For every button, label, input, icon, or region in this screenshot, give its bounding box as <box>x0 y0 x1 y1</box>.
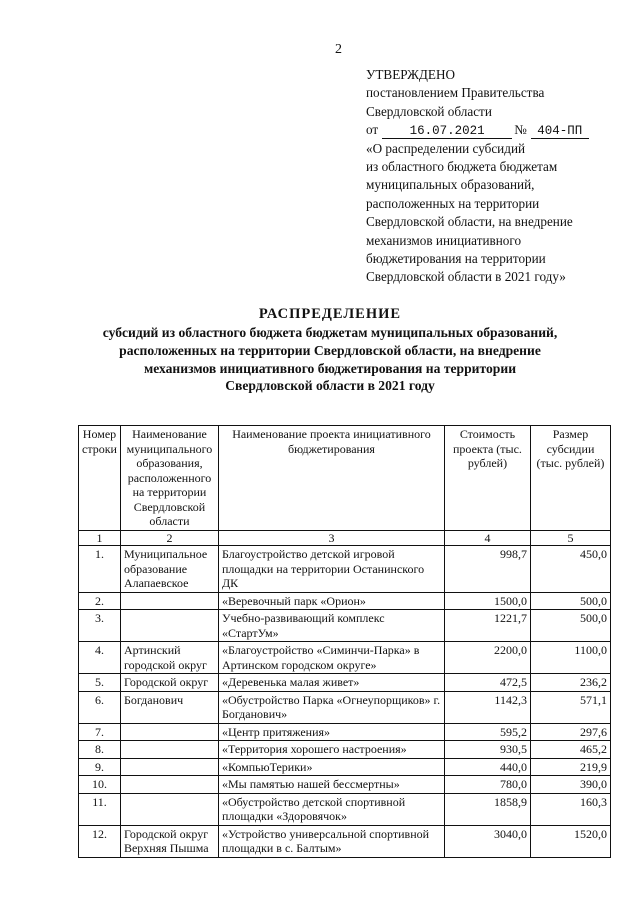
municipality-cell: Городской округ Верхняя Пышма <box>120 825 218 857</box>
subsidy-cell: 500,0 <box>530 610 610 642</box>
subject-line: Свердловской области в 2021 году» <box>366 269 566 285</box>
subject-line: Свердловской области, на внедрение <box>366 214 573 230</box>
approval-line: постановлением Правительства <box>366 85 545 101</box>
table-row <box>79 723 611 741</box>
cost-cell: 1500,0 <box>444 592 530 610</box>
project-cell: Благоустройство детской игровой площадки на территории Останинского ДК <box>218 546 444 593</box>
subsidy-cell: 390,0 <box>530 776 610 794</box>
municipality-cell: Муниципальное образование Алапаевское <box>120 546 218 593</box>
subject-line: из областного бюджета бюджетам <box>366 159 558 175</box>
subtitle-line: расположенных на территории Свердловской области, на внедрение <box>119 342 541 358</box>
header-subsidy: Размер субсидии (тыс. рублей) <box>530 426 610 531</box>
table-row <box>79 691 611 723</box>
subsidy-cell: 465,2 <box>530 741 610 759</box>
project-cell: Учебно-развивающий комплекс «СтартУм» <box>218 610 444 642</box>
column-number: 5 <box>530 530 610 546</box>
page-number: 2 <box>335 42 342 57</box>
municipality-cell <box>120 776 218 794</box>
municipality-cell <box>120 610 218 642</box>
subtitle-line: механизмов инициативного бюджетирования на территории <box>143 360 517 376</box>
row-number: 7. <box>79 723 121 741</box>
project-cell: «Территория хорошего настроения» <box>218 741 444 759</box>
header-municipality: Наименование муниципального образования, расположенного на территории Свердловской области <box>120 426 218 531</box>
cost-cell: 1858,9 <box>444 793 530 825</box>
subsidy-cell: 450,0 <box>530 546 610 593</box>
subtitle-line: субсидий из областного бюджета бюджетам муниципальных образований, <box>102 325 558 340</box>
subject-line: механизмов инициативного <box>366 232 522 248</box>
table-row <box>79 674 611 692</box>
municipality-cell: Богданович <box>120 691 218 723</box>
row-number: 5. <box>79 674 121 692</box>
row-number: 8. <box>79 741 121 759</box>
municipality-cell: Городской округ <box>120 674 218 692</box>
cost-cell: 2200,0 <box>444 642 530 674</box>
cost-cell: 780,0 <box>444 776 530 794</box>
cost-cell: 595,2 <box>444 723 530 741</box>
column-number: 4 <box>444 530 530 546</box>
cost-cell: 1221,7 <box>444 610 530 642</box>
subsidy-cell: 297,6 <box>530 723 610 741</box>
header-cost: Стоимость проекта (тыс. рублей) <box>444 426 530 531</box>
row-number: 6. <box>79 691 121 723</box>
cost-cell: 440,0 <box>444 758 530 776</box>
document-title: РАСПРЕДЕЛЕНИЕ <box>258 306 402 322</box>
municipality-cell <box>120 758 218 776</box>
municipality-cell: Артинский городской округ <box>120 642 218 674</box>
column-number: 1 <box>79 530 121 546</box>
order-date: 16.07.2021 <box>382 124 512 139</box>
municipality-cell <box>120 592 218 610</box>
number-label: № <box>514 122 527 138</box>
from-label: от <box>366 122 379 138</box>
row-number: 12. <box>79 825 121 857</box>
project-cell: «Обустройство Парка «Огнеупорщиков» г. Богданович» <box>218 691 444 723</box>
table-row <box>79 825 611 857</box>
table-header-row <box>79 426 611 531</box>
header-row-number: Номер строки <box>79 426 121 531</box>
cost-cell: 930,5 <box>444 741 530 759</box>
row-number: 9. <box>79 758 121 776</box>
order-number: 404-ПП <box>531 124 589 139</box>
table-row <box>79 546 611 593</box>
table-row <box>79 758 611 776</box>
subsidy-table <box>78 425 611 858</box>
table-row <box>79 741 611 759</box>
document-subtitle <box>60 324 600 395</box>
subsidy-cell: 500,0 <box>530 592 610 610</box>
cost-cell: 472,5 <box>444 674 530 692</box>
approval-stamp <box>366 66 634 287</box>
row-number: 4. <box>79 642 121 674</box>
column-numbers-row <box>79 530 611 546</box>
project-cell: «Мы памятью нашей бессмертны» <box>218 776 444 794</box>
row-number: 11. <box>79 793 121 825</box>
approval-line: Свердловской области <box>366 103 492 119</box>
row-number: 2. <box>79 592 121 610</box>
table-row <box>79 793 611 825</box>
municipality-cell <box>120 741 218 759</box>
subsidy-cell: 1100,0 <box>530 642 610 674</box>
subject-line: расположенных на территории <box>366 195 540 211</box>
table-row <box>79 776 611 794</box>
subsidy-cell: 1520,0 <box>530 825 610 857</box>
project-cell: «Устройство универсальной спортивной площадки в с. Балтым» <box>218 825 444 857</box>
table-row <box>79 592 611 610</box>
document-title-block <box>60 304 600 395</box>
project-cell: «КомпьюТерики» <box>218 758 444 776</box>
subsidy-cell: 160,3 <box>530 793 610 825</box>
row-number: 3. <box>79 610 121 642</box>
project-cell: «Обустройство детской спортивной площадки «Здоровячок» <box>218 793 444 825</box>
municipality-cell <box>120 793 218 825</box>
project-cell: «Центр притяжения» <box>218 723 444 741</box>
subsidy-cell: 571,1 <box>530 691 610 723</box>
project-cell: «Благоустройство «Симинчи-Парка» в Артинском городском округе» <box>218 642 444 674</box>
subject-line: «О распределении субсидий <box>366 140 526 156</box>
cost-cell: 998,7 <box>444 546 530 593</box>
table-row <box>79 610 611 642</box>
subsidy-cell: 219,9 <box>530 758 610 776</box>
subject-line: муниципальных образований, <box>366 177 535 193</box>
subject-line: бюджетирования на территории <box>366 251 546 267</box>
row-number: 1. <box>79 546 121 593</box>
table-row <box>79 642 611 674</box>
column-number: 2 <box>120 530 218 546</box>
column-number: 3 <box>218 530 444 546</box>
cost-cell: 1142,3 <box>444 691 530 723</box>
order-reference <box>366 121 634 139</box>
approval-heading: УТВЕРЖДЕНО <box>366 67 456 82</box>
project-cell: «Веревочный парк «Орион» <box>218 592 444 610</box>
municipality-cell <box>120 723 218 741</box>
project-cell: «Деревенька малая живет» <box>218 674 444 692</box>
cost-cell: 3040,0 <box>444 825 530 857</box>
row-number: 10. <box>79 776 121 794</box>
header-project: Наименование проекта инициативного бюджетирования <box>218 426 444 531</box>
subsidy-cell: 236,2 <box>530 674 610 692</box>
subtitle-line: Свердловской области в 2021 году <box>225 378 435 394</box>
